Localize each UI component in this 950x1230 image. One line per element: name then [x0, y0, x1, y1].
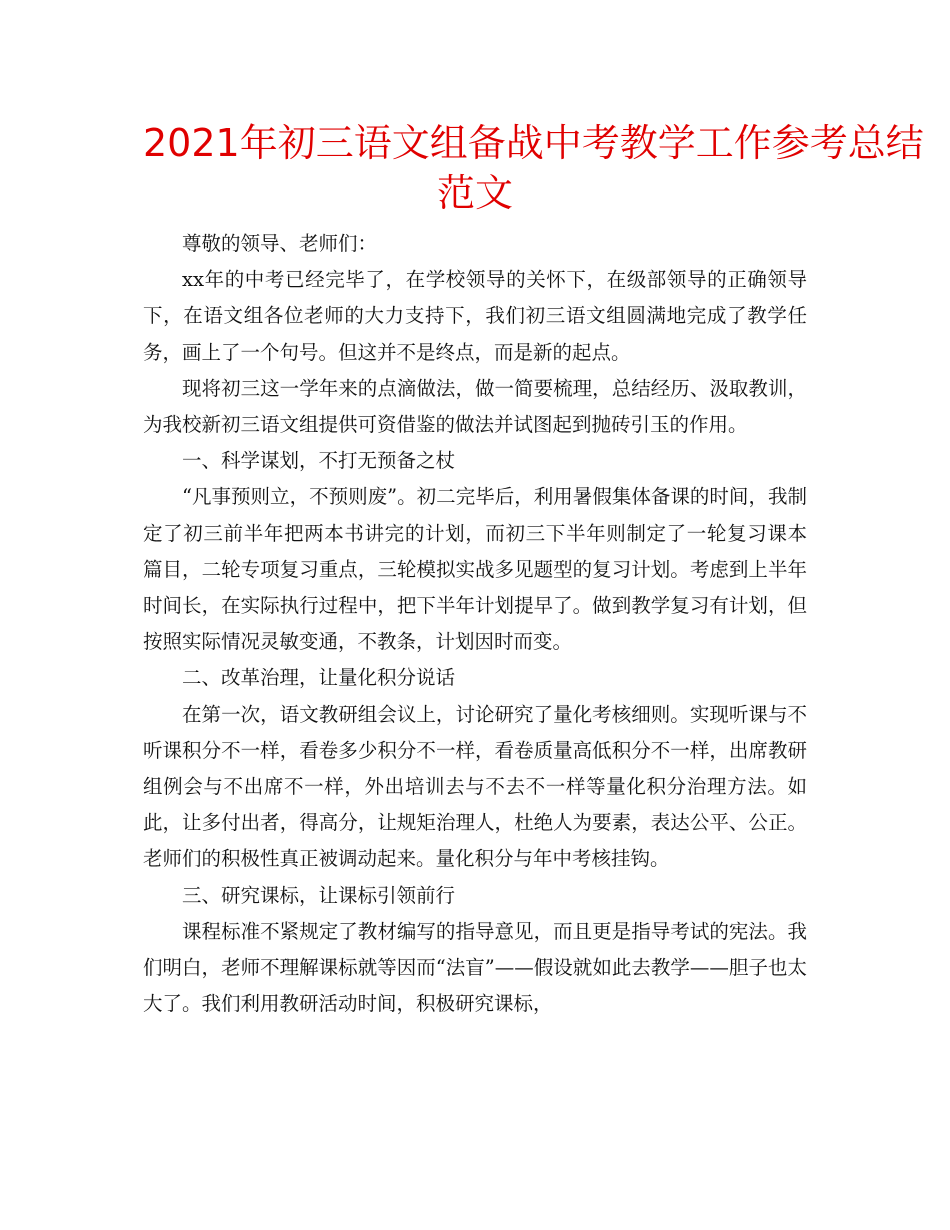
section-heading-1: 一、科学谋划，不打无预备之杖 [182, 449, 456, 473]
document-body [143, 226, 847, 1022]
section-heading-2: 二、改革治理，让量化积分说话 [182, 666, 456, 690]
document-title [143, 118, 924, 218]
section-3-paragraph: 课程标准不紧规定了教材编写的指导意见，而且更是指导考试的宪法。我们明白，老师不理解课标就等因而“法盲”——假设就如此去教学——胆子也太大了。我们利用教研活动时间，积极研究课标， [143, 919, 807, 1016]
section-heading-3: 三、研究课标，让课标引领前行 [182, 883, 456, 907]
title-line-2: 范文 [436, 171, 513, 215]
title-line-1: 2021年初三语文组备战中考教学工作参考总结 [143, 121, 924, 165]
section-1-paragraph: “凡事预则立，不预则废”。初二完毕后，利用暑假集体备课的时间，我制定了初三前半年把两本书讲完的计划，而初三下半年则制定了一轮复习课本 篇目，二轮专项复习重点，三轮模拟实战多见题型的复习计划。考虑到上半年时间长，在实际执行过程中，把下半年计划提早了。做到教学复习有计划，但按照实际情况灵敏变通，不教条，计划因时而变。 [143, 485, 847, 654]
intro-paragraph: xx年的中考已经完毕了，在学校领导的关怀下，在级部领导的正确领导下，在语文组各位老师的大力支持下，我们初三语文组圆满地完成了教学任务，画上了一个句号。但这并不是终点，而是新的起点。 [143, 268, 807, 364]
section-2-paragraph: 在第一次，语文教研组会议上，讨论研究了量化考核细则。实现听课与不听课积分不一样，看卷多少积分不一样，看卷质量高低积分不一样，出席教研组例会与不出席不一样，外出培训去与不去不一样等量化积分治理方法。如此，让多付出者，得高分，让规矩治理人，杜绝人为要素，表达公平、公正。老师们的积极性真正被调动起来。量化积分与年中考核挂钩。 [143, 702, 807, 871]
summary-paragraph: 现将初三这一学年来的点滴做法，做一简要梳理，总结经历、汲取教训，为我校新初三语文组提供可资借鉴的做法并试图起到抛砖引玉的作用。 [143, 376, 807, 437]
greeting-paragraph: 尊敬的领导、老师们： [182, 232, 378, 255]
